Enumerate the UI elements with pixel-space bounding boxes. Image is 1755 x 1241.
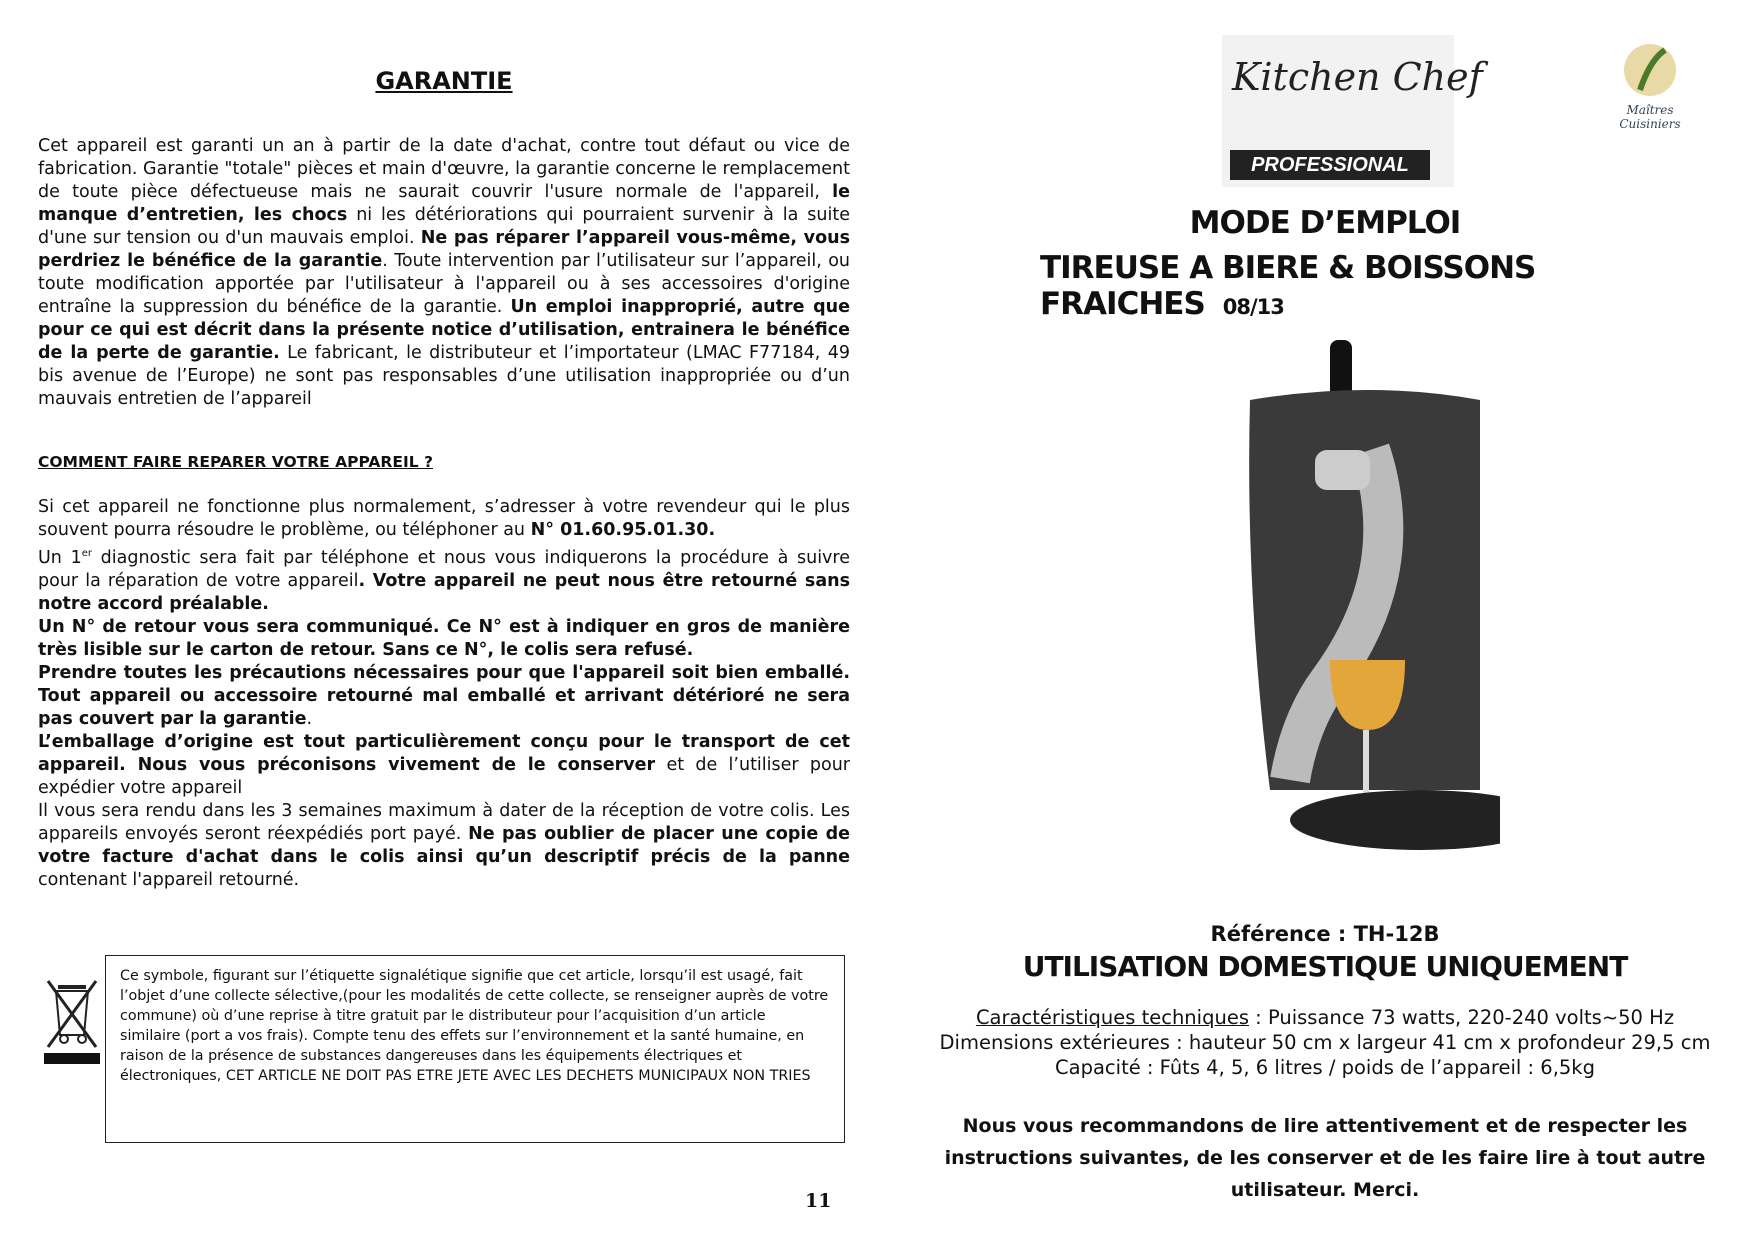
repair-heading: COMMENT FAIRE REPARER VOTRE APPAREIL ?	[38, 453, 433, 471]
manual-title: MODE D’EMPLOI	[1189, 205, 1461, 241]
repair-text: Si cet appareil ne fonctionne plus normalement, s’adresser à votre revendeur qui le plus souvent pourra résoudre le problème, ou téléphoner au N° 01.60.95.01.30. Un 1er diagnostic sera fait par téléphone et nous vous indiquerons la procédure à suivre pour la réparation de votre appareil. Votre appareil ne peut nous être retourné sans notre accord préalable. Un N° de retour vous sera communiqué. Ce N° est à indiquer en gros de manière très lisible sur le carton de retour. Sans ce N°, le colis sera refusé. Prendre toutes les précautions nécessaires pour que l'appareil soit bien emballé. Tout appareil ou accessoire retourné mal emballé et arrivant détérioré ne sera pas couvert par la garantie. L’emballage d’origine est tout particulièrement conçu pour le transport de cet appareil. Nous vous préconisons vivement de le conserver et de l’utiliser pour expédier votre appareil Il vous sera rendu dans les 3 semaines maximum à dater de la réception de votre colis. Les appareils envoyés seront réexpédiés port payé. Ne pas oublier de placer une copie de votre facture d'achat dans le colis ainsi qu’un descriptif précis de la panne contenant l'appareil retourné.	[38, 497, 850, 890]
laurel-icon	[1620, 40, 1680, 100]
reference: Référence : TH-12B	[1210, 922, 1440, 946]
page-number: 11	[805, 1190, 832, 1212]
domestic-use: UTILISATION DOMESTIQUE UNIQUEMENT	[1022, 950, 1628, 983]
maitres-cuisiniers-logo: Maîtres Cuisiniers	[1600, 40, 1700, 131]
product-title: TIREUSE A BIERE & BOISSONS FRAICHES 08/13	[1040, 250, 1536, 322]
page-title: GARANTIE	[375, 67, 513, 95]
specs: Caractéristiques techniques : Puissance 73 watts, 220-240 volts~50 Hz Dimensions extérieures : hauteur 50 cm x largeur 41 cm x profondeur 29,5 cm Capacité : Fûts 4, 5, 6 litres / poids de l’appareil : 6,5kg	[939, 1006, 1711, 1079]
logo-badge: PROFESSIONAL	[1230, 150, 1430, 180]
weee-bin-icon	[44, 975, 100, 1065]
warranty-text: Cet appareil est garanti un an à partir de la date d'achat, contre tout défaut ou vice de fabrication. Garantie "totale" pièces et main d'œuvre, la garantie concerne le remplacement de toute pièce défectueuse mais ne saurait couvrir l'usure normale de l'appareil, le manque d’entretien, les chocs ni les détériorations qui pourraient survenir à la suite d'une sur tension ou d'un mauvais emploi. Ne pas réparer l’appareil vous-même, vous perdriez le bénéfice de la garantie. Toute intervention par l’utilisateur sur l’appareil, ou toute modification apportée par l'utilisateur à l'appareil ou à ses accessoires d'origine entraîne la suppression du bénéfice de la garantie. Un emploi inapproprié, autre que pour ce qui est décrit dans la présente notice d’utilisation, entrainera le bénéfice de la perte de garantie. Le fabricant, le distributeur et l’importateur (LMAC F77184, 49 bis avenue de l’Europe) ne sont pas responsables d’une utilisation inappropriée ou d’un mauvais entretien de l’appareil	[38, 136, 850, 409]
beer-tap-product-image	[1180, 330, 1500, 880]
logo-text: Kitchen Chef	[1232, 55, 1483, 99]
weee-notice: Ce symbole, figurant sur l’étiquette signalétique signifie que cet article, lorsqu’il est usagé, fait l’objet d’une collecte sélective,(pour les modalités de cette collecte, se renseigner auprès de votre commune) où d’une reprise à titre gratuit par le distributeur pour l’acquisition d’un article similaire (port a vos frais). Compte tenu des effets sur l’environnement et la santé humaine, en raison de la présence de substances dangereuses dans les équipements électriques et électroniques, CET ARTICLE NE DOIT PAS ETRE JETE AVEC LES DECHETS MUNICIPAUX NON TRIES	[105, 955, 845, 1143]
left-page	[38, 67, 850, 892]
recommendation: Nous vous recommandons de lire attentivement et de respecter les instructions suivantes, de les conserver et de les faire lire à tout autre utilisateur. Merci.	[944, 1115, 1706, 1201]
